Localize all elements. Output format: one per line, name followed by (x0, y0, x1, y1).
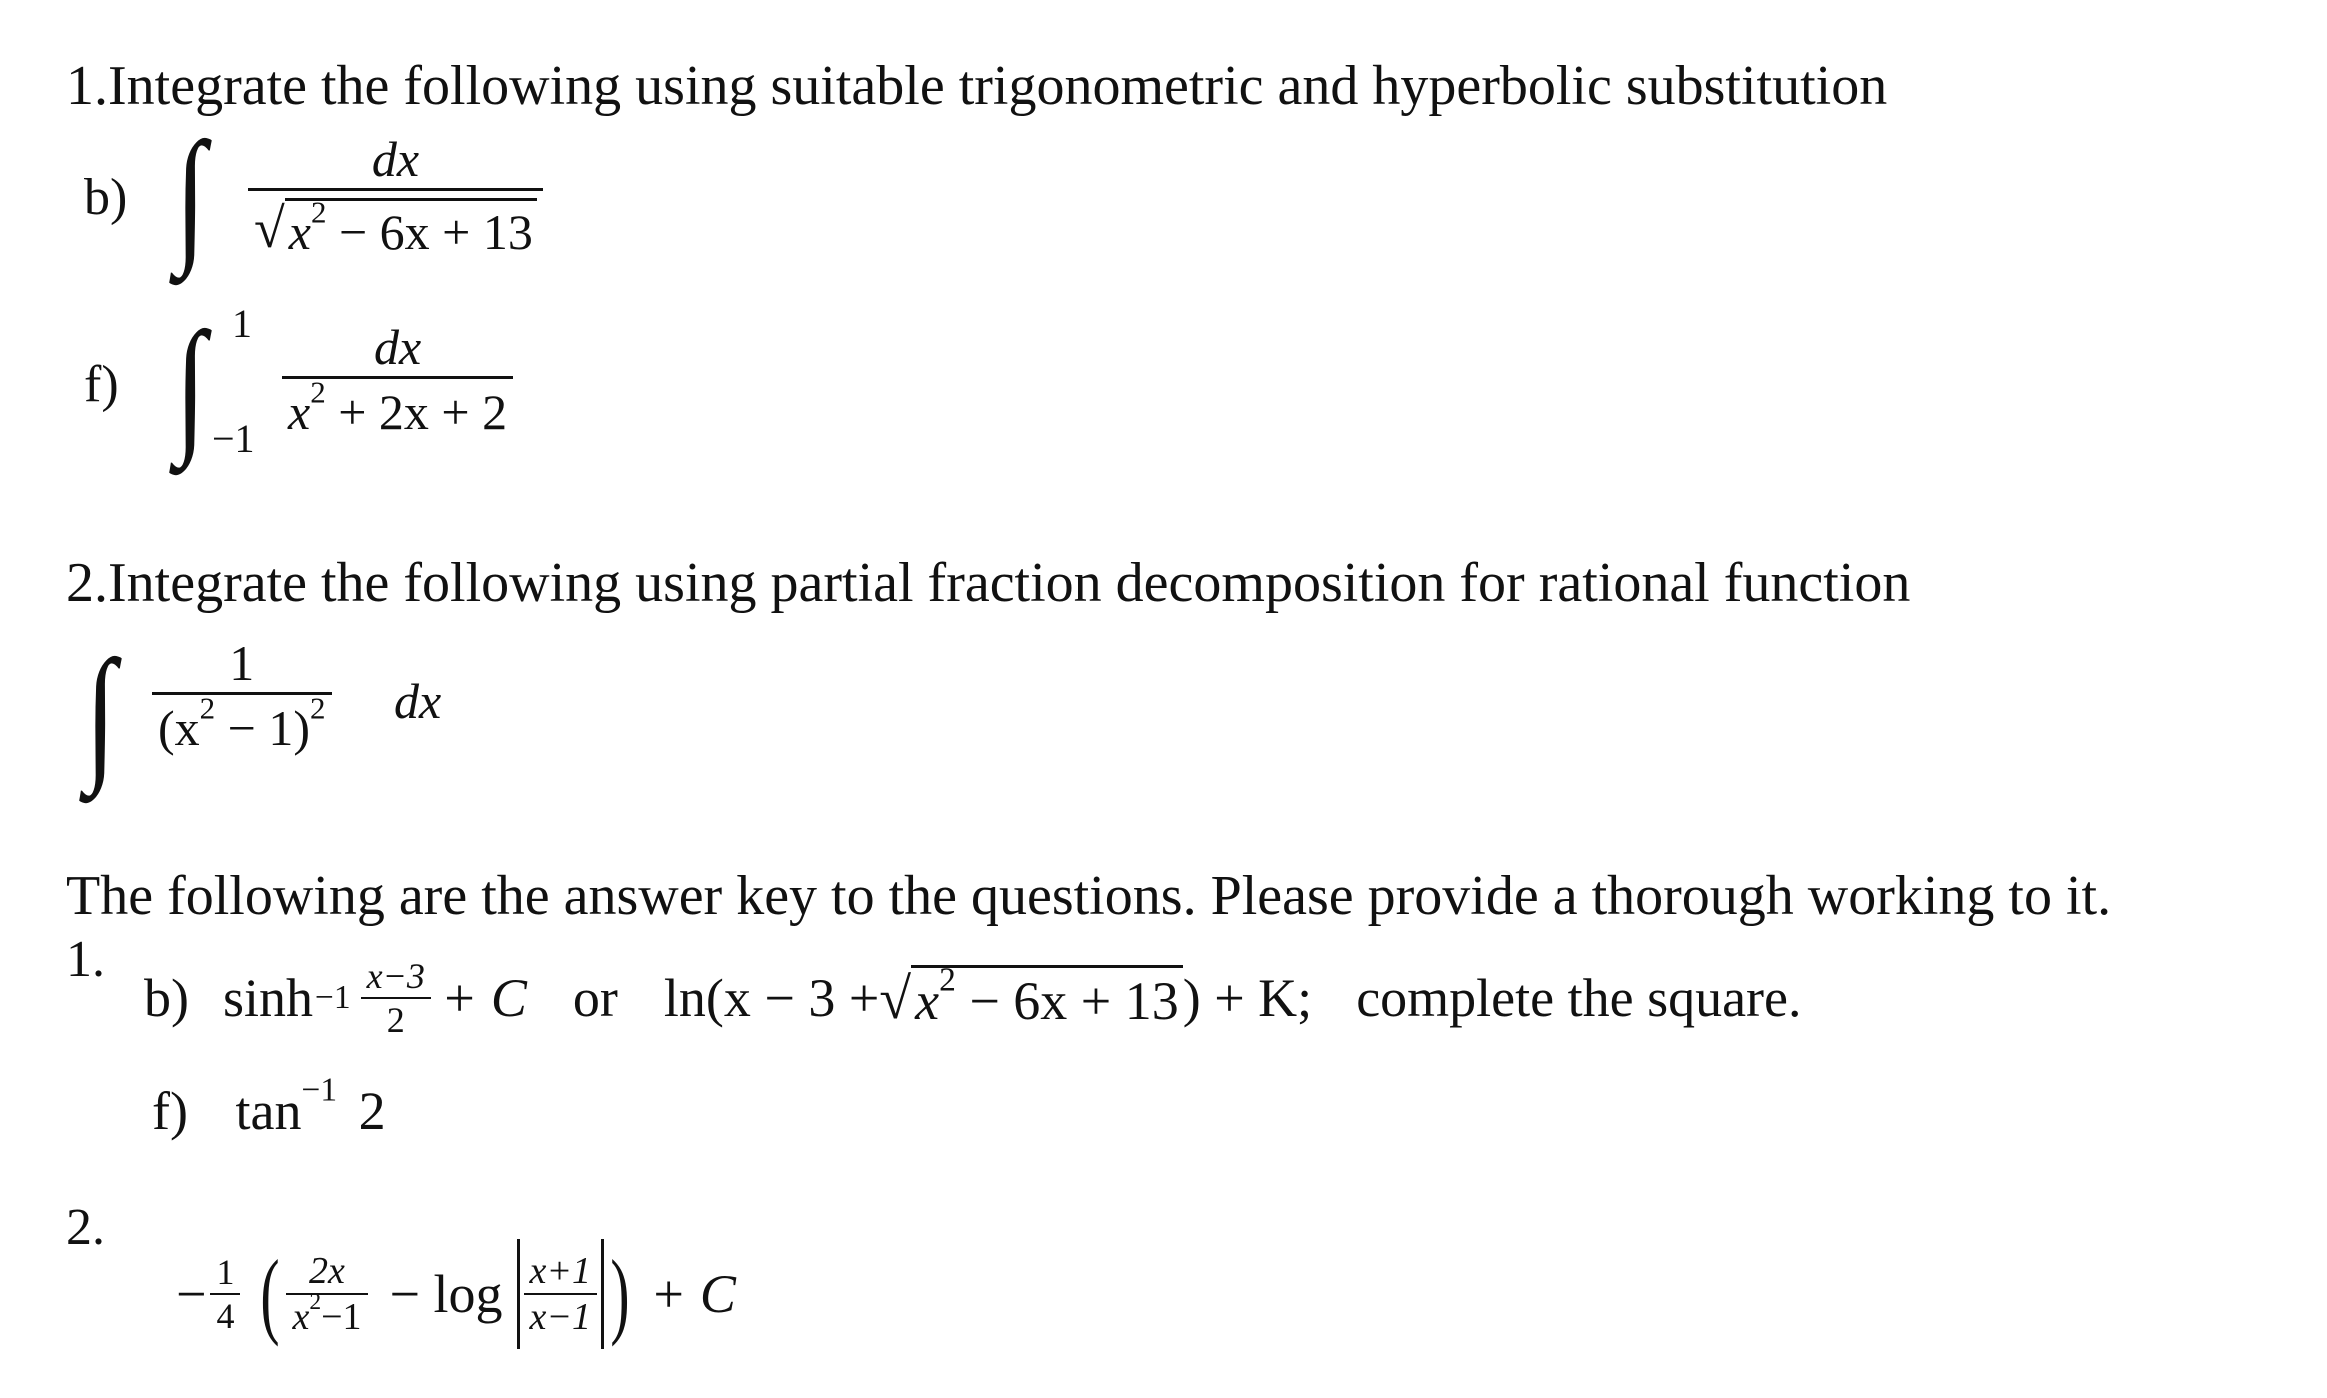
radical-icon: √ (254, 198, 285, 260)
answer-b-label: b) (144, 968, 189, 1028)
answers-intro: The following are the answer key to the questions. Please provide a thorough working to it. (66, 865, 2112, 927)
answer-b-fraction (361, 955, 431, 1041)
section2-differential: dx (394, 673, 442, 729)
answer-2-log-fraction (524, 1249, 598, 1339)
denominator-open: (x (158, 700, 200, 756)
answer-2-minus-log: − log (389, 1263, 503, 1324)
answer-b-rad-var: x (915, 970, 940, 1031)
part-b-sqrt (254, 194, 537, 261)
integral-sign: ∫ (175, 302, 206, 468)
part-f-upper-limit: 1 (232, 301, 252, 346)
left-paren-icon: ( (260, 1240, 281, 1347)
answer-f-func-exp: −1 (301, 1071, 338, 1109)
radicand-rest: − 6x + 13 (326, 204, 533, 260)
answer-f-arg: 2 (358, 1081, 386, 1141)
answer-2-row (176, 1238, 736, 1349)
answer-2-coefficient (210, 1251, 240, 1337)
answer-2-inner-fraction (286, 1249, 367, 1339)
part-b-label: b) (84, 169, 128, 226)
part-f-numerator: dx (373, 319, 422, 375)
radical-icon: √ (879, 965, 912, 1031)
answer-b-rad-exp: 2 (939, 961, 956, 999)
answer-f-label: f) (152, 1081, 188, 1141)
section1-heading: 1.Integrate the following using suitable trigonometric and hyperbolic substitution (66, 55, 1888, 117)
denominator-var: x (288, 384, 311, 440)
integral-sign: ∫ (175, 112, 206, 278)
inner-num: 2x (309, 1249, 345, 1292)
coef-num: 1 (216, 1251, 235, 1292)
denominator-mid: − 1) (215, 700, 311, 756)
answer-b-func: sinh (222, 968, 314, 1028)
inner-den-exp: 2 (309, 1288, 322, 1315)
answer-b-plus-c: + C (440, 968, 527, 1028)
right-paren-icon: ) (610, 1240, 630, 1347)
answer-1-number: 1. (66, 931, 105, 988)
answer-f-row (152, 1071, 386, 1142)
integral-sign: ∫ (85, 630, 116, 796)
radicand-exp: 2 (310, 194, 327, 230)
coef-den: 4 (216, 1295, 235, 1336)
answer-b-note: complete the square. (1356, 968, 1802, 1028)
log-den: x−1 (529, 1295, 592, 1338)
part-f-lower-limit: −1 (212, 416, 255, 461)
section2-fraction (152, 634, 332, 757)
part-f-label: f) (84, 356, 119, 413)
part-b-fraction (248, 130, 543, 261)
denominator-exp: 2 (310, 374, 326, 410)
answer-2-plus-c: + C (649, 1263, 736, 1324)
denominator-outer-exp: 2 (310, 690, 326, 726)
denominator-inner-exp: 2 (199, 690, 216, 726)
answer-b-frac-den: 2 (386, 1000, 405, 1040)
radicand-var: x (288, 204, 311, 260)
answer-b-ln-close: ) + K; (1182, 968, 1313, 1028)
section2-numerator: 1 (229, 635, 255, 691)
denominator-rest: + 2x + 2 (325, 384, 508, 440)
answer-2-number: 2. (66, 1199, 105, 1256)
abs-bar-left (517, 1239, 520, 1349)
section2-heading: 2.Integrate the following using partial fraction decomposition for rational function (66, 552, 1911, 614)
log-num: x+1 (529, 1249, 592, 1292)
answer-2-minus: − (176, 1263, 207, 1324)
answer-f-func: tan (235, 1081, 302, 1141)
inner-den-rest: −1 (321, 1295, 362, 1338)
abs-bar-right (601, 1239, 604, 1349)
answer-b-rad-rest: − 6x + 13 (955, 970, 1179, 1031)
answer-b-or: or (572, 968, 618, 1028)
answer-b-sqrt (879, 961, 1182, 1032)
part-f-fraction (282, 318, 513, 441)
inner-den-var: x (292, 1295, 310, 1338)
answer-b-ln-open: ln(x − 3 + (663, 968, 880, 1028)
answer-b-row: b) sinh −1 $\frac{x-3}{2}$ + C or ln(x − 3 + √ $x^2 - 6x + 13$ ) + K; complete the square. (144, 956, 1802, 1040)
answer-b-frac-num: x−3 (366, 956, 425, 996)
part-b-numerator: dx (371, 131, 420, 187)
